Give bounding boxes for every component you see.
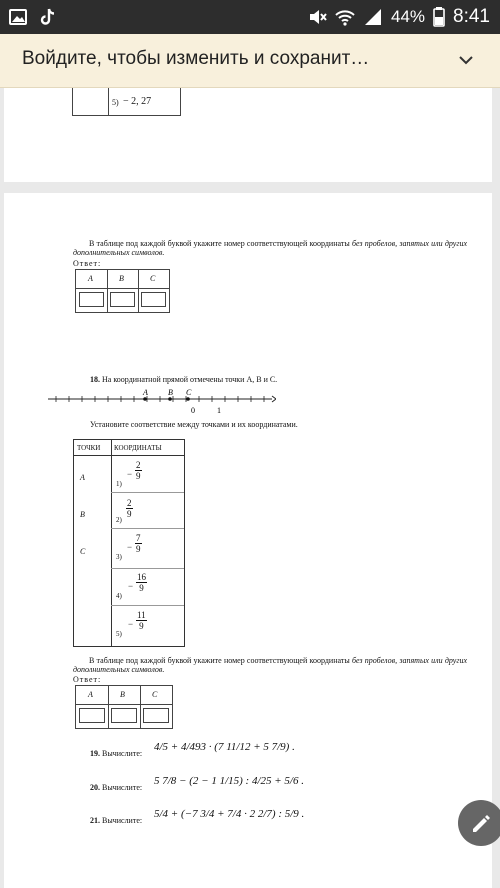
sign-in-banner[interactable] <box>0 34 500 88</box>
previous-table-fragment <box>72 88 181 116</box>
task17-letter-b: B <box>119 274 124 283</box>
coords-header: КООРДИНАТЫ <box>114 444 162 452</box>
point-a-label: A <box>143 389 148 397</box>
task18-answer-label: Ответ: <box>73 675 102 684</box>
task20-expression: 5 7/8 − (2 − 1 1/15) : 4/25 + 5/6 . <box>154 775 304 787</box>
coord-option-5: 5) − $\frac{11}{9}$ <box>116 610 146 638</box>
zero-label: 0 <box>191 406 195 415</box>
coord-option-4: 4) − $\frac{16}{9}$ <box>116 572 146 600</box>
task17-letter-c: C <box>150 274 156 283</box>
cellular-signal-icon <box>363 7 383 27</box>
clock: 8:41 <box>453 6 490 27</box>
task18-answer-c-input[interactable] <box>143 708 169 723</box>
task19-expression: 4/5 + 4/493 · (7 11/12 + 5 7/9) . <box>154 741 295 753</box>
status-bar <box>0 0 500 34</box>
option-5-value: − 2, 27 <box>123 96 152 107</box>
battery-percent: 44% <box>390 7 426 26</box>
points-header: ТОЧКИ <box>77 444 101 452</box>
task18-letter-a: A <box>88 690 93 699</box>
task17-letter-a: A <box>88 274 93 283</box>
task18-instruction: В таблице под каждой буквой укажите номер соответствующей координаты без пробелов, запятых или других дополнительных символов. <box>73 656 468 674</box>
mute-icon <box>307 7 327 27</box>
edit-fab[interactable] <box>458 800 500 846</box>
task17-answer-c-input[interactable] <box>141 292 166 307</box>
task18-heading: 18. На координатной прямой отмечены точки A, B и C. <box>90 375 278 384</box>
document-page-1 <box>4 88 492 182</box>
task18-match-text: Установите соответствие между точками и их координатами. <box>90 420 298 429</box>
task18-answer-b-input[interactable] <box>111 708 137 723</box>
chevron-down-icon[interactable] <box>458 52 474 68</box>
task17-answer-b-input[interactable] <box>110 292 135 307</box>
battery-icon <box>433 7 445 27</box>
task19: 19. Вычислите: 4/5 + 4/493 · (7 11/12 + 5 7/9) . <box>90 741 295 758</box>
coord-option-1: 1) − $\frac{2}{9}$ <box>116 460 141 488</box>
task20: 20. Вычислите: 5 7/8 − (2 − 1 1/15) : 4/25 + 5/6 . <box>90 775 304 792</box>
task21: 21. Вычислите: 5/4 + (−7 3/4 + 7/4 · 2 2/7) : 5/9 . <box>90 808 305 825</box>
task21-expression: 5/4 + (−7 3/4 + 7/4 · 2 2/7) : 5/9 . <box>154 808 305 820</box>
tiktok-icon <box>38 7 58 27</box>
coord-option-3: 3) − $\frac{7}{9}$ <box>116 533 141 561</box>
number-line <box>46 389 276 417</box>
pencil-icon <box>470 812 492 839</box>
task17-instruction: В таблице под каждой буквой укажите номер соответствующей координаты без пробелов, запятых или других дополнительных символов. <box>73 239 468 257</box>
document-page-2 <box>4 193 492 888</box>
wifi-icon <box>335 7 355 27</box>
image-icon <box>8 7 28 27</box>
one-label: 1 <box>217 406 221 415</box>
point-b-label: B <box>168 389 173 397</box>
option-5-label: 5) <box>112 98 119 107</box>
task18-letter-b: B <box>120 690 125 699</box>
task18-letter-c: C <box>152 690 158 699</box>
table-point-b: B <box>80 510 85 519</box>
task18-answer-table <box>75 685 173 729</box>
task17-answer-label: Ответ: <box>73 259 102 268</box>
point-c-label: C <box>186 389 192 397</box>
task18-matching-table <box>73 439 185 647</box>
task17-answer-table <box>75 269 170 313</box>
banner-text: Войдите, чтобы изменить и сохранит… <box>22 48 370 69</box>
table-point-c: C <box>80 547 86 556</box>
task18-answer-a-input[interactable] <box>79 708 105 723</box>
table-point-a: A <box>80 473 85 482</box>
task17-answer-a-input[interactable] <box>79 292 104 307</box>
coord-option-2: 2) $\frac{2}{9}$ <box>116 498 132 524</box>
